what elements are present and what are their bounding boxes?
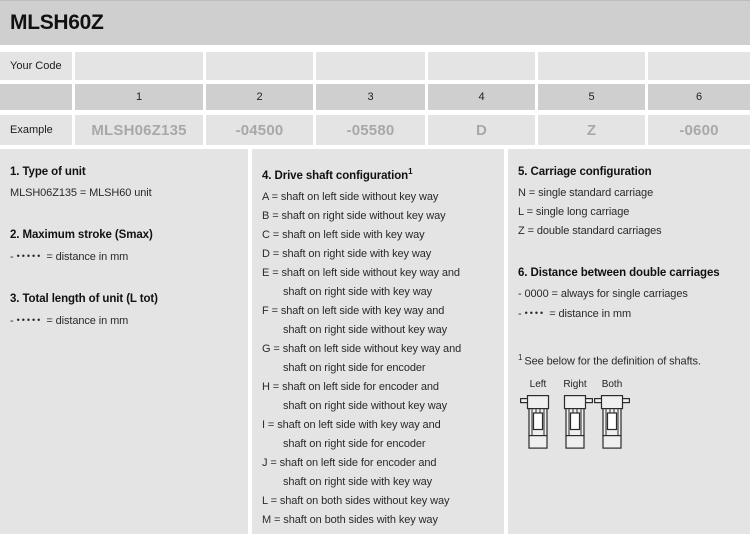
carriage-option-N: N = single standard carriage xyxy=(518,187,654,199)
dash: - xyxy=(10,315,14,327)
your-code-cell-6 xyxy=(648,52,750,80)
column-number-5: 5 xyxy=(538,84,645,110)
end-cap xyxy=(529,435,547,448)
shaft-option-E: E = shaft on left side without key way and xyxy=(262,266,460,279)
footnote-marker: 1 xyxy=(408,167,413,176)
shaft-option-L: L = shaft on both sides without key way xyxy=(262,494,450,507)
carriage xyxy=(608,413,617,430)
shaft-left-label: Left xyxy=(529,378,547,390)
shaft-option-B: B = shaft on right side without key way xyxy=(262,209,446,222)
shaft-both-label: Both xyxy=(601,378,623,390)
example-value-2: -04500 xyxy=(206,115,313,145)
section-1-line: MLSH06Z135 = MLSH60 unit xyxy=(10,187,152,199)
column-numbers-row xyxy=(0,84,750,110)
your-code-cell-2 xyxy=(206,52,313,80)
shaft-stub-right xyxy=(585,398,592,402)
example-label: Example xyxy=(0,115,72,145)
footnote-marker: 1 xyxy=(518,353,523,362)
numbers-label-spacer xyxy=(0,84,72,110)
shaft-option-F: F = shaft on left side with key way and xyxy=(262,304,445,317)
example-value-3: -05580 xyxy=(316,115,425,145)
dash: - xyxy=(518,308,522,320)
placeholder-dots: ••••• xyxy=(16,315,43,325)
carriage-option-L: L = single long carriage xyxy=(518,206,630,218)
shaft-option-A: A = shaft on left side without key way xyxy=(262,190,439,203)
your-code-row xyxy=(0,52,750,80)
shaft-option-H: H = shaft on left side for encoder and xyxy=(262,380,439,393)
dots-meaning: = distance in mm xyxy=(46,251,129,263)
section-2-line xyxy=(10,247,238,267)
column-number-1: 1 xyxy=(75,84,203,110)
section-4-heading xyxy=(262,165,494,183)
column-number-6: 6 xyxy=(648,84,750,110)
linear-unit-shaft-both-icon xyxy=(594,393,630,451)
carriage xyxy=(571,413,580,430)
section-4-heading-text: 4. Drive shaft configuration xyxy=(262,169,409,182)
column-number-4: 4 xyxy=(428,84,535,110)
example-value-6: -0600 xyxy=(648,115,750,145)
your-code-cell-5 xyxy=(538,52,645,80)
section-6-heading: 6. Distance between double carriages xyxy=(518,267,720,279)
shaft-left-diagram xyxy=(520,379,556,451)
column-number-2: 2 xyxy=(206,84,313,110)
dash: - xyxy=(10,251,14,263)
shaft-option-E-cont: shaft on right side with key way xyxy=(283,285,433,298)
shaft-footnote xyxy=(518,351,740,369)
shaft-option-J: J = shaft on left side for encoder and xyxy=(262,456,437,469)
distance-option-0000: - 0000 = always for single carriages xyxy=(518,288,688,300)
placeholder-dots: ••••• xyxy=(16,251,43,261)
section-1-heading: 1. Type of unit xyxy=(10,166,86,178)
footnote-text: See below for the definition of shafts. xyxy=(524,355,701,368)
example-row xyxy=(0,115,750,145)
legend-panels xyxy=(0,149,750,534)
shaft-both-diagram xyxy=(594,379,630,451)
shaft-option-M: M = shaft on both sides with key way xyxy=(262,513,438,526)
section-5-heading: 5. Carriage configuration xyxy=(518,166,652,178)
shaft-option-I: I = shaft on left side with key way and xyxy=(262,418,441,431)
dots-meaning: = distance in mm xyxy=(46,315,129,327)
your-code-cell-4 xyxy=(428,52,535,80)
panel-type-stroke-length xyxy=(0,149,248,534)
page-title: MLSH60Z xyxy=(10,11,104,34)
section-3-heading: 3. Total length of unit (L tot) xyxy=(10,293,158,305)
shaft-definition-diagrams xyxy=(520,379,740,451)
shaft-option-D: D = shaft on right side with key way xyxy=(262,247,432,260)
drive-head xyxy=(528,395,549,408)
panel-carriage-distance xyxy=(508,149,750,534)
drive-head xyxy=(602,395,623,408)
drive-head xyxy=(565,395,586,408)
end-cap xyxy=(603,435,621,448)
shaft-option-G-cont: shaft on right side for encoder xyxy=(283,361,426,374)
section-max-stroke xyxy=(10,228,238,267)
example-value-5: Z xyxy=(538,115,645,145)
shaft-option-F-cont: shaft on right side without key way xyxy=(283,323,448,336)
shaft-option-C: C = shaft on left side with key way xyxy=(262,228,425,241)
shaft-option-J-cont: shaft on right side with key way xyxy=(283,475,433,488)
shaft-stub-left xyxy=(521,398,528,402)
section-total-length xyxy=(10,292,238,331)
placeholder-dots: •••• xyxy=(524,308,546,318)
your-code-label: Your Code xyxy=(0,52,72,80)
section-carriage-distance xyxy=(518,266,740,324)
distance-option-dots xyxy=(518,304,740,324)
shaft-stub-right xyxy=(622,398,629,402)
shaft-option-I-cont: shaft on right side for encoder xyxy=(283,437,426,450)
shaft-stub-left xyxy=(595,398,602,402)
linear-unit-shaft-right-icon xyxy=(557,393,593,451)
your-code-cell-3 xyxy=(316,52,425,80)
dots-meaning: = distance in mm xyxy=(549,308,632,320)
section-carriage-config xyxy=(518,165,740,241)
end-cap xyxy=(566,435,584,448)
section-type-of-unit xyxy=(10,165,238,203)
panel-drive-shaft xyxy=(252,149,504,534)
shaft-option-H-cont: shaft on right side without key way xyxy=(283,399,448,412)
carriage-option-Z: Z = double standard carriages xyxy=(518,225,662,237)
shaft-right-label: Right xyxy=(563,378,587,390)
example-value-4: D xyxy=(428,115,535,145)
title-bar xyxy=(0,0,750,45)
column-number-3: 3 xyxy=(316,84,425,110)
linear-unit-shaft-left-icon xyxy=(520,393,556,451)
section-3-line xyxy=(10,311,238,331)
carriage xyxy=(534,413,543,430)
shaft-option-G: G = shaft on left side without key way and xyxy=(262,342,462,355)
shaft-right-diagram xyxy=(557,379,593,451)
your-code-cell-1 xyxy=(75,52,203,80)
example-value-1: MLSH06Z135 xyxy=(75,115,203,145)
section-2-heading: 2. Maximum stroke (Smax) xyxy=(10,229,153,241)
